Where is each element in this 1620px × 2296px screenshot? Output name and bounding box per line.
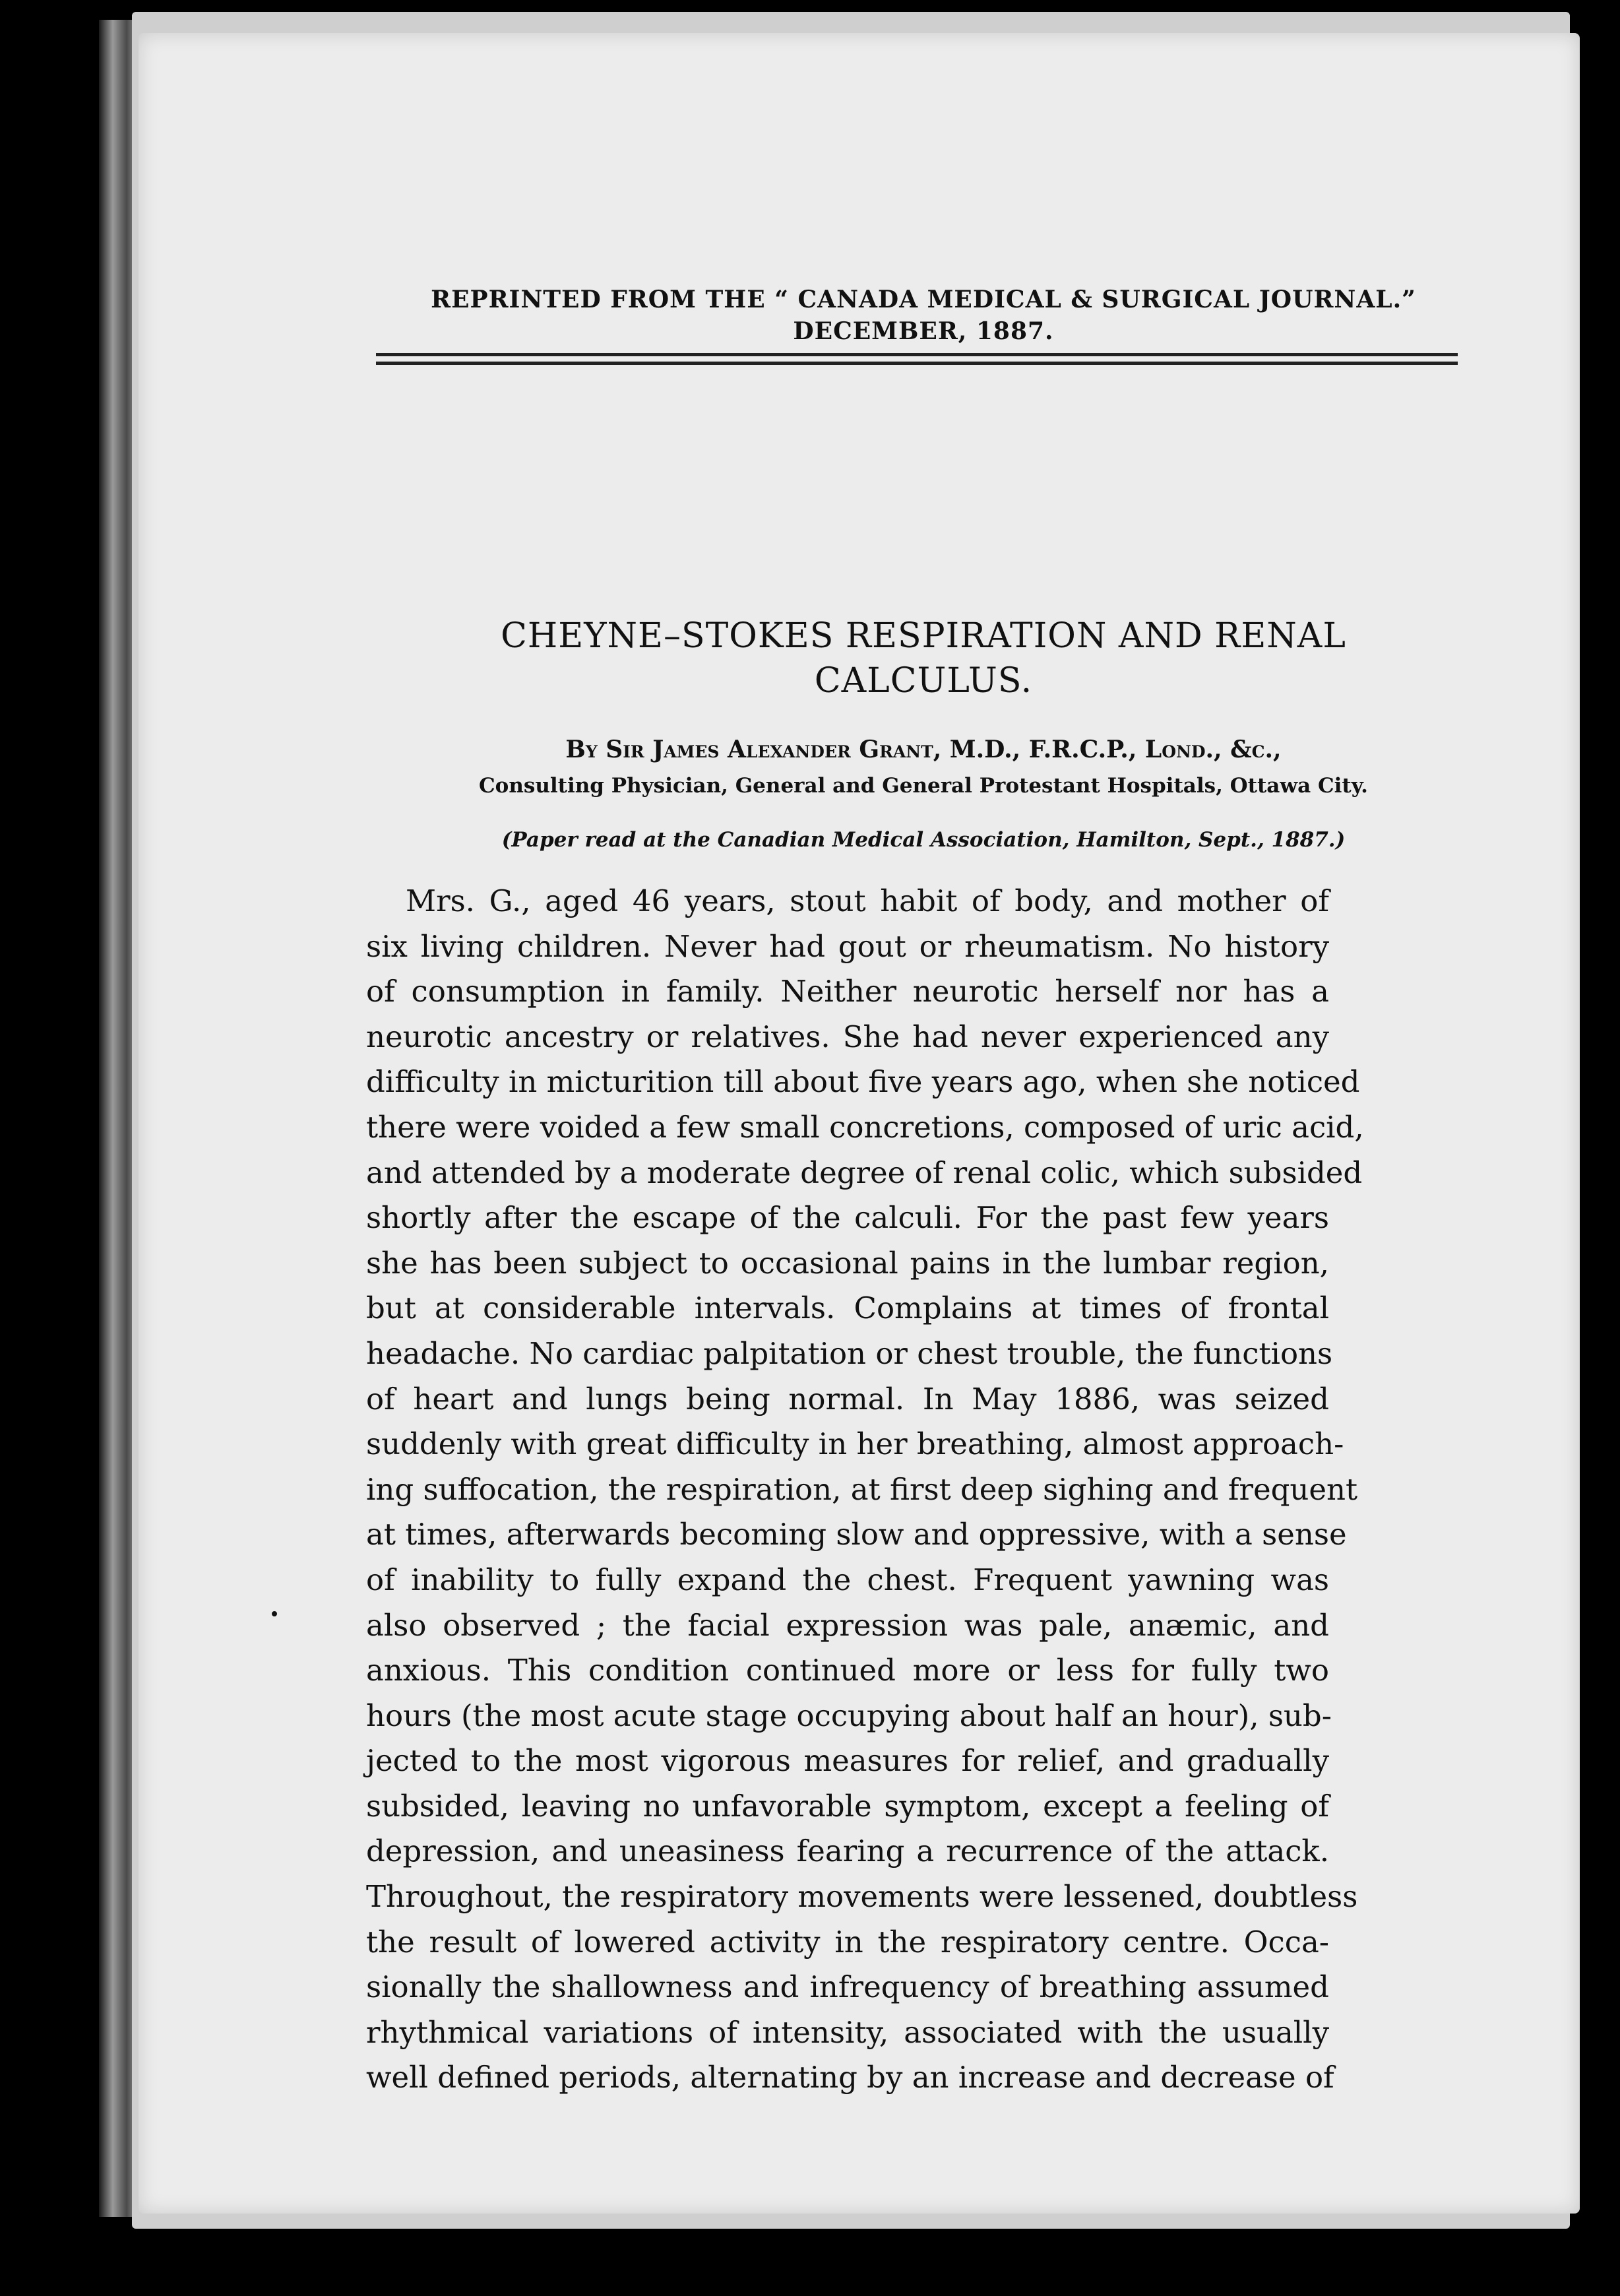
body-line: at times, afterwards becoming slow and oppressive, with a sense bbox=[366, 1517, 1347, 1552]
body-line: of inability to fully expand the chest. Frequent yawning was bbox=[366, 1562, 1329, 1597]
body-line: there were voided a few small concretions, composed of uric acid, bbox=[366, 1109, 1364, 1145]
article-body bbox=[366, 879, 1364, 2101]
reprint-source-line: REPRINTED FROM THE “ CANADA MEDICAL & SURGICAL JOURNAL.” bbox=[431, 286, 1416, 313]
paper-note: (Paper read at the Canadian Medical Association, Hamilton, Sept., 1887.) bbox=[501, 828, 1346, 852]
article-title-line-2: CALCULUS. bbox=[814, 661, 1033, 701]
body-line: ing suffocation, the respiration, at first deep sighing and frequent bbox=[366, 1471, 1358, 1507]
body-line: difficulty in micturition till about five years ago, when she noticed bbox=[366, 1064, 1360, 1100]
body-line: suddenly with great difficulty in her breathing, almost approach- bbox=[366, 1426, 1344, 1462]
body-line: the result of lowered activity in the respiratory centre. Occa- bbox=[366, 1924, 1329, 1960]
header-rule-top bbox=[376, 353, 1458, 356]
article-title-line-1: CHEYNE–STOKES RESPIRATION AND RENAL bbox=[501, 616, 1346, 656]
body-line: of consumption in family. Neither neurotic herself nor has a bbox=[366, 974, 1329, 1009]
page-sheet bbox=[139, 33, 1580, 2214]
article-title bbox=[376, 614, 1471, 703]
reprint-date-line: DECEMBER, 1887. bbox=[793, 317, 1054, 345]
reprint-header bbox=[376, 284, 1471, 347]
body-line: sionally the shallowness and infrequency of breathing assumed bbox=[366, 1969, 1329, 2005]
body-line: of heart and lungs being normal. In May 1886, was seized bbox=[366, 1381, 1329, 1417]
body-line: she has been subject to occasional pains in the lumbar region, bbox=[366, 1245, 1329, 1281]
author-affiliation: Consulting Physician, General and General Protestant Hospitals, Ottawa City. bbox=[479, 774, 1368, 798]
body-line: and attended by a moderate degree of renal colic, which subsided bbox=[366, 1155, 1363, 1190]
body-line: but at considerable intervals. Complains at times of frontal bbox=[366, 1291, 1329, 1326]
body-line: rhythmical variations of intensity, associated with the usually bbox=[366, 2014, 1329, 2050]
body-line: Throughout, the respiratory movements were lessened, doubtless bbox=[366, 1879, 1358, 1915]
body-line: shortly after the escape of the calculi. For the past few years bbox=[366, 1200, 1329, 1236]
body-line: also observed ; the facial expression was pale, anæmic, and bbox=[366, 1607, 1329, 1643]
body-line: headache. No cardiac palpitation or chest trouble, the functions bbox=[366, 1335, 1333, 1371]
scan-speck bbox=[272, 1611, 277, 1616]
body-line: subsided, leaving no unfavorable symptom, except a feeling of bbox=[366, 1788, 1329, 1824]
body-line: depression, and uneasiness fearing a recurrence of the attack. bbox=[366, 1834, 1329, 1869]
body-line: hours (the most acute stage occupying about half an hour), sub- bbox=[366, 1698, 1332, 1733]
author-byline: By Sir James Alexander Grant, M.D., F.R.C.P., Lond., &c., bbox=[565, 736, 1282, 763]
body-line: six living children. Never had gout or rheumatism. No history bbox=[366, 928, 1329, 964]
header-rule-bottom bbox=[376, 362, 1458, 365]
body-line: anxious. This condition continued more or less for fully two bbox=[366, 1653, 1329, 1688]
body-line: neurotic ancestry or relatives. She had never experienced any bbox=[366, 1019, 1329, 1054]
body-line: jected to the most vigorous measures for relief, and gradually bbox=[366, 1743, 1329, 1779]
body-line: well defined periods, alternating by an increase and decrease of bbox=[366, 2060, 1334, 2095]
body-line: Mrs. G., aged 46 years, stout habit of body, and mother of bbox=[406, 883, 1329, 918]
